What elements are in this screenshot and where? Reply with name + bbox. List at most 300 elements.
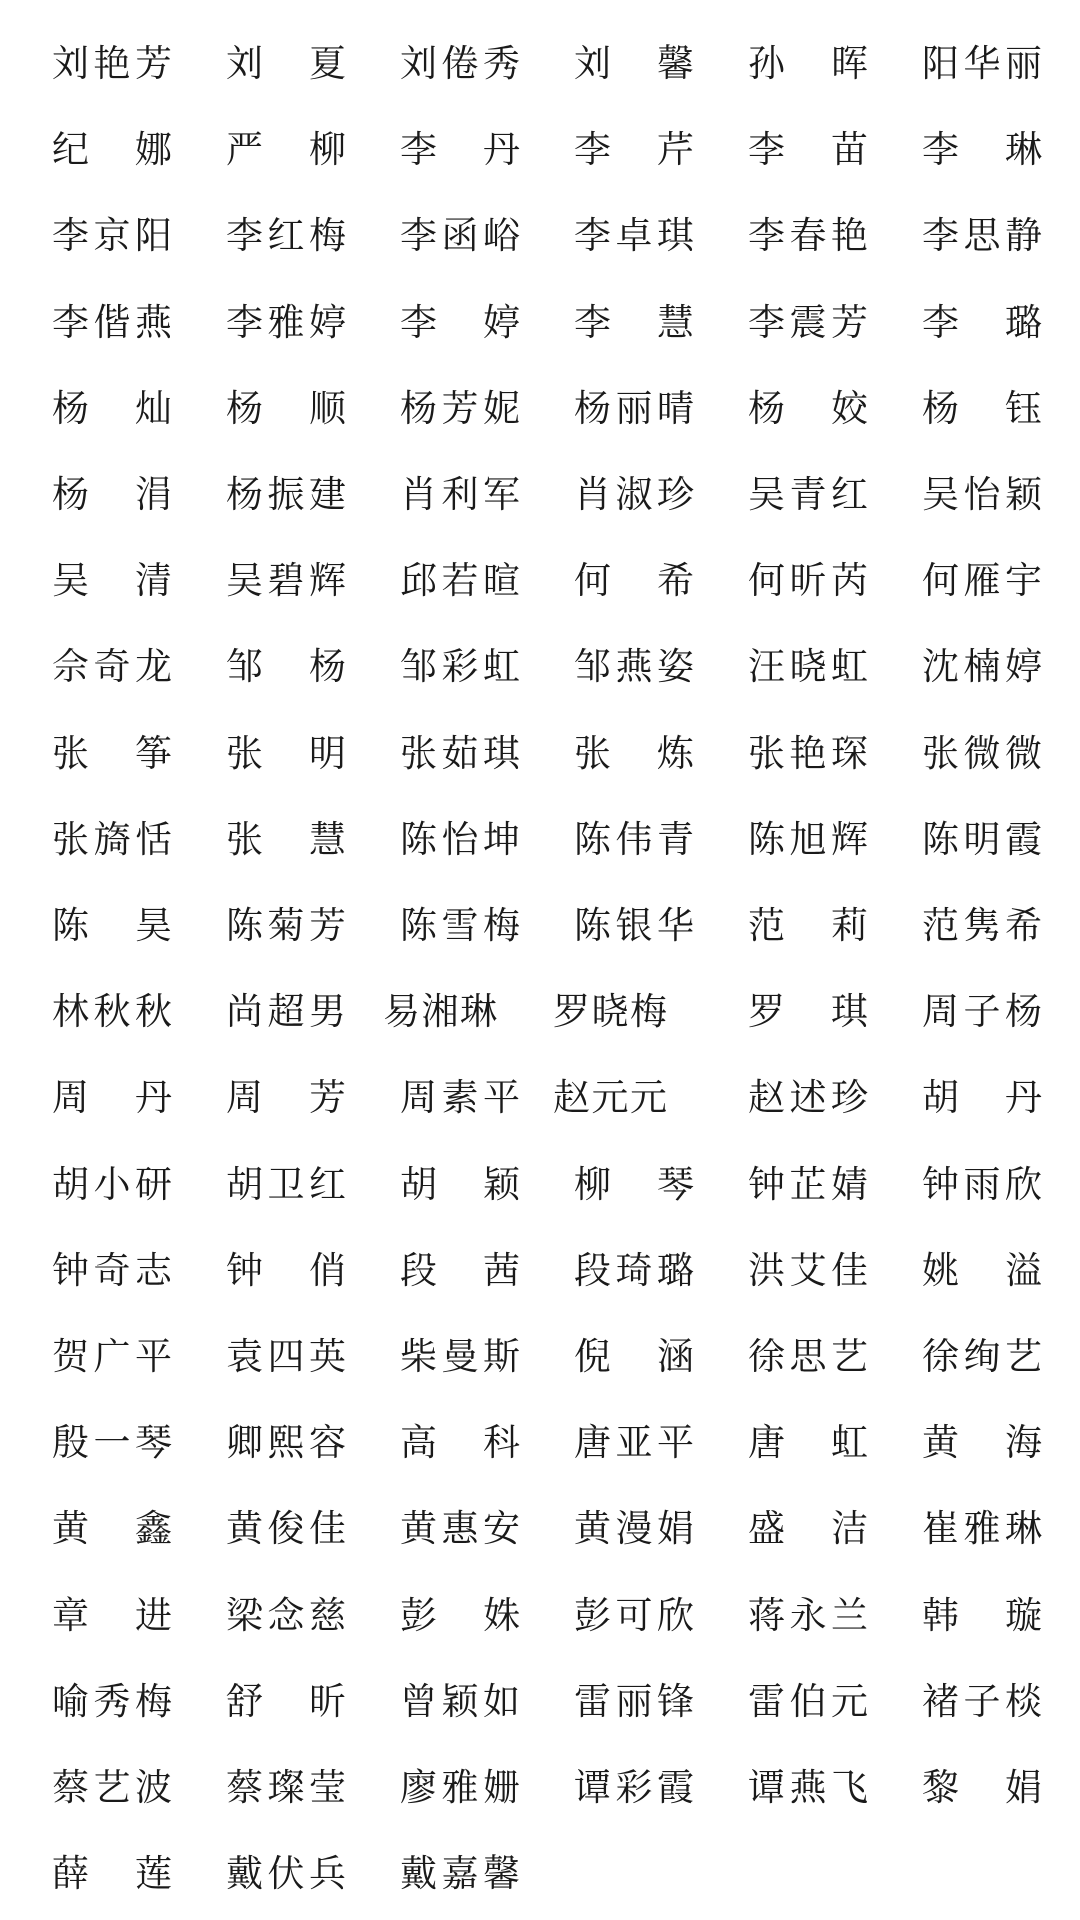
- name-character: 胡: [400, 1162, 437, 1206]
- name-entry: [574, 206, 694, 266]
- name-character: 吴: [748, 473, 785, 516]
- name-entry: [574, 1241, 694, 1301]
- name-character: 艺: [831, 1335, 868, 1378]
- name-entry: [226, 1241, 346, 1301]
- name-row: [0, 1068, 1080, 1128]
- name-character: 秋: [135, 990, 172, 1034]
- name-entry: [574, 551, 694, 611]
- name-character: 李: [52, 300, 89, 344]
- name-character: 湘: [421, 990, 459, 1034]
- name-character: 李: [400, 300, 437, 344]
- name-character: 陈: [400, 817, 437, 861]
- name-entry: [748, 120, 868, 180]
- name-character: 颖: [483, 1162, 520, 1206]
- name-character: 昕: [309, 1679, 346, 1723]
- name-character: 明: [963, 817, 1001, 861]
- name-character: 璐: [657, 1248, 694, 1292]
- name-character: 馨: [483, 1852, 520, 1896]
- name-character: 恬: [135, 817, 172, 861]
- name-character: 伟: [615, 817, 653, 861]
- name-character: 思: [789, 1335, 827, 1378]
- name-entry: [922, 1413, 1042, 1473]
- name-character: 茜: [483, 1248, 520, 1292]
- name-character: 芮: [831, 559, 868, 603]
- name-character: 李: [748, 214, 785, 258]
- name-character: 彭: [574, 1593, 611, 1637]
- name-row: [0, 982, 1080, 1042]
- name-row: [0, 293, 1080, 353]
- name-entry: [400, 1413, 520, 1473]
- name-character: 小: [93, 1162, 131, 1206]
- name-row: [0, 1327, 1080, 1387]
- name-character: 胡: [922, 1076, 959, 1120]
- name-character: 卫: [267, 1162, 305, 1206]
- name-character: 志: [135, 1248, 172, 1292]
- name-character: 吴: [226, 559, 263, 603]
- name-entry: [226, 724, 346, 784]
- name-character: 艳: [831, 214, 868, 258]
- name-row: [0, 34, 1080, 94]
- name-entry: [922, 1499, 1042, 1559]
- name-character: 霞: [657, 1766, 694, 1809]
- name-entry: [922, 120, 1042, 180]
- name-entry: [400, 1758, 520, 1818]
- name-character: 思: [963, 214, 1001, 258]
- name-character: 李: [748, 128, 785, 172]
- name-character: 范: [922, 904, 959, 947]
- name-entry: [922, 982, 1042, 1042]
- name-character: 褚: [922, 1679, 959, 1723]
- name-character: 艾: [789, 1248, 827, 1292]
- name-character: 芷: [789, 1162, 827, 1206]
- name-character: 钟: [52, 1248, 89, 1292]
- name-character: 卿: [226, 1421, 263, 1465]
- name-entry: [52, 1758, 172, 1818]
- name-character: 菊: [267, 904, 305, 947]
- name-entry: [226, 637, 346, 697]
- name-entry: [574, 1758, 694, 1818]
- name-character: 筝: [135, 731, 172, 775]
- name-character: 子: [963, 990, 1001, 1034]
- name-character: 俏: [309, 1248, 346, 1292]
- name-entry: [52, 637, 172, 697]
- name-character: 振: [267, 473, 305, 516]
- name-character: 如: [483, 1679, 520, 1723]
- name-character: 红: [309, 1162, 346, 1206]
- name-character: 徐: [922, 1335, 959, 1378]
- name-character: 怡: [963, 473, 1001, 516]
- name-character: 亚: [615, 1421, 653, 1465]
- name-character: 薛: [52, 1852, 89, 1896]
- name-character: 何: [574, 559, 611, 603]
- name-character: 颖: [441, 1679, 479, 1723]
- name-entry: [922, 1672, 1042, 1732]
- name-character: 银: [615, 904, 653, 947]
- name-character: 刘: [574, 42, 611, 85]
- name-entry: [226, 293, 346, 353]
- name-character: 炼: [657, 731, 694, 775]
- name-character: 微: [963, 731, 1001, 775]
- name-character: 震: [789, 300, 827, 344]
- name-character: 陈: [400, 904, 437, 947]
- name-character: 茹: [441, 731, 479, 775]
- name-entry: [748, 379, 868, 439]
- name-entry: [922, 1155, 1042, 1215]
- name-character: 虹: [483, 645, 520, 689]
- name-entry: [922, 379, 1042, 439]
- name-character: 杨: [226, 386, 263, 430]
- name-character: 雨: [963, 1162, 1001, 1206]
- name-character: 丽: [615, 1679, 653, 1723]
- name-entry: [748, 1327, 868, 1387]
- name-entry: [574, 293, 694, 353]
- name-entry: [922, 34, 1042, 94]
- name-character: 戴: [400, 1852, 437, 1896]
- name-row: [0, 1241, 1080, 1301]
- name-character: 超: [267, 990, 305, 1034]
- name-entry: [922, 637, 1042, 697]
- name-row: [0, 465, 1080, 525]
- name-character: 安: [483, 1507, 520, 1551]
- name-character: 蒋: [748, 1593, 785, 1637]
- name-character: 卓: [615, 214, 653, 258]
- name-character: 芳: [309, 1076, 346, 1120]
- name-character: 利: [441, 473, 479, 516]
- name-row: [0, 379, 1080, 439]
- name-character: 陈: [52, 904, 89, 947]
- name-character: 刘: [226, 42, 263, 85]
- name-character: 张: [400, 731, 437, 775]
- name-entry: [52, 465, 172, 525]
- name-character: 棪: [1005, 1679, 1042, 1723]
- name-entry: [52, 982, 172, 1042]
- name-character: 邹: [574, 645, 611, 689]
- name-entry: [52, 551, 172, 611]
- name-character: 胡: [226, 1162, 263, 1206]
- name-entry: [383, 982, 497, 1042]
- name-character: 黄: [922, 1421, 959, 1465]
- name-entry: [226, 896, 346, 956]
- name-character: 阳: [922, 42, 959, 85]
- name-character: 李: [922, 300, 959, 344]
- name-entry: [574, 34, 694, 94]
- name-character: 旖: [93, 817, 131, 861]
- name-character: 彩: [441, 645, 479, 689]
- name-character: 赵: [748, 1076, 785, 1120]
- name-character: 灿: [135, 386, 172, 430]
- name-character: 虹: [831, 1421, 868, 1465]
- name-character: 娟: [657, 1507, 694, 1551]
- name-character: 馨: [657, 42, 694, 85]
- name-character: 唐: [574, 1421, 611, 1465]
- name-character: 元: [630, 1076, 667, 1120]
- name-entry: [748, 637, 868, 697]
- name-character: 张: [922, 731, 959, 775]
- name-character: 燕: [135, 300, 172, 344]
- name-character: 珍: [831, 1076, 868, 1120]
- name-entry: [748, 1499, 868, 1559]
- name-character: 袁: [226, 1335, 263, 1378]
- name-character: 静: [1005, 214, 1042, 258]
- name-character: 胡: [52, 1162, 89, 1206]
- name-character: 龙: [135, 645, 172, 689]
- name-character: 罗: [748, 990, 785, 1034]
- name-character: 研: [135, 1162, 172, 1206]
- name-entry: [748, 1413, 868, 1473]
- name-character: 科: [483, 1421, 520, 1465]
- name-character: 晓: [789, 645, 827, 689]
- name-entry: [400, 1241, 520, 1301]
- name-character: 廖: [400, 1766, 437, 1809]
- name-character: 姿: [657, 645, 694, 689]
- name-character: 容: [309, 1421, 346, 1465]
- name-character: 杨: [748, 386, 785, 430]
- name-row: [0, 551, 1080, 611]
- name-character: 丽: [1005, 42, 1042, 85]
- name-entry: [400, 810, 520, 870]
- name-character: 希: [657, 559, 694, 603]
- name-entry: [400, 637, 520, 697]
- name-character: 海: [1005, 1421, 1042, 1465]
- name-character: 隽: [963, 904, 1001, 947]
- name-character: 丽: [615, 386, 653, 430]
- name-row: [0, 1758, 1080, 1818]
- name-character: 琪: [831, 990, 868, 1034]
- name-entry: [52, 34, 172, 94]
- name-character: 李: [400, 128, 437, 172]
- name-entry: [226, 379, 346, 439]
- name-character: 碧: [267, 559, 305, 603]
- name-entry: [400, 724, 520, 784]
- name-character: 黄: [574, 1507, 611, 1551]
- name-character: 清: [135, 559, 172, 603]
- name-character: 纪: [52, 128, 89, 172]
- name-character: 杨: [309, 645, 346, 689]
- name-character: 奇: [93, 1248, 131, 1292]
- name-character: 孙: [748, 42, 785, 85]
- name-entry: [226, 1413, 346, 1473]
- name-character: 璨: [267, 1766, 305, 1809]
- name-character: 陈: [226, 904, 263, 947]
- name-character: 李: [574, 300, 611, 344]
- name-character: 雁: [963, 559, 1001, 603]
- name-entry: [52, 1844, 172, 1904]
- name-character: 顺: [309, 386, 346, 430]
- name-character: 怡: [441, 817, 479, 861]
- name-row: [0, 724, 1080, 784]
- name-character: 丹: [135, 1076, 172, 1120]
- name-character: 唐: [748, 1421, 785, 1465]
- name-character: 贺: [52, 1335, 89, 1378]
- name-character: 张: [574, 731, 611, 775]
- name-entry: [226, 1068, 346, 1128]
- name-entry: [400, 896, 520, 956]
- name-character: 慈: [309, 1593, 346, 1637]
- name-character: 喻: [52, 1679, 89, 1723]
- name-character: 高: [400, 1421, 437, 1465]
- name-character: 燕: [789, 1766, 827, 1809]
- name-character: 欣: [1005, 1162, 1042, 1206]
- name-entry: [226, 1499, 346, 1559]
- name-character: 涓: [135, 473, 172, 516]
- name-character: 洪: [748, 1248, 785, 1292]
- name-character: 段: [574, 1248, 611, 1292]
- name-character: 峪: [483, 214, 520, 258]
- name-entry: [922, 551, 1042, 611]
- name-character: 鑫: [135, 1507, 172, 1551]
- name-entry: [400, 1499, 520, 1559]
- name-row: [0, 1413, 1080, 1473]
- name-entry: [226, 1844, 346, 1904]
- name-character: 进: [135, 1593, 172, 1637]
- name-character: 若: [441, 559, 479, 603]
- name-entry: [574, 465, 694, 525]
- name-character: 芳: [831, 300, 868, 344]
- name-character: 杨: [52, 473, 89, 516]
- name-character: 肖: [574, 473, 611, 516]
- name-character: 钟: [922, 1162, 959, 1206]
- name-character: 李: [574, 128, 611, 172]
- name-entry: [52, 1155, 172, 1215]
- name-character: 韩: [922, 1593, 959, 1637]
- name-character: 广: [93, 1335, 131, 1378]
- name-character: 梅: [309, 214, 346, 258]
- name-character: 男: [309, 990, 346, 1034]
- name-character: 杨: [922, 386, 959, 430]
- name-entry: [400, 379, 520, 439]
- name-character: 惠: [441, 1507, 479, 1551]
- name-character: 李: [922, 214, 959, 258]
- name-character: 暄: [483, 559, 520, 603]
- name-character: 戴: [226, 1852, 263, 1896]
- name-entry: [226, 1758, 346, 1818]
- name-entry: [52, 1068, 172, 1128]
- name-entry: [574, 724, 694, 784]
- name-character: 红: [831, 473, 868, 516]
- name-entry: [400, 120, 520, 180]
- name-entry: [52, 1672, 172, 1732]
- name-character: 琪: [657, 214, 694, 258]
- name-character: 夏: [309, 42, 346, 85]
- name-character: 艺: [1005, 1335, 1042, 1378]
- name-character: 李: [922, 128, 959, 172]
- name-character: 杨: [574, 386, 611, 430]
- name-character: 雪: [441, 904, 479, 947]
- name-character: 周: [922, 990, 959, 1034]
- name-character: 兰: [831, 1593, 868, 1637]
- name-character: 颖: [1005, 473, 1042, 516]
- name-character: 邱: [400, 559, 437, 603]
- name-character: 欣: [657, 1593, 694, 1637]
- name-character: 永: [789, 1593, 827, 1637]
- name-character: 珍: [657, 473, 694, 516]
- name-character: 琳: [1005, 128, 1042, 172]
- name-entry: [574, 1413, 694, 1473]
- name-character: 苗: [831, 128, 868, 172]
- name-entry: [400, 293, 520, 353]
- name-character: 元: [831, 1679, 868, 1723]
- name-character: 微: [1005, 731, 1042, 775]
- name-character: 锋: [657, 1679, 694, 1723]
- name-entry: [52, 120, 172, 180]
- name-character: 平: [657, 1421, 694, 1465]
- name-character: 沈: [922, 645, 959, 689]
- name-character: 佘: [52, 645, 89, 689]
- name-character: 琳: [1005, 1507, 1042, 1551]
- name-character: 英: [309, 1335, 346, 1378]
- name-character: 璇: [1005, 1593, 1042, 1637]
- name-character: 吴: [52, 559, 89, 603]
- name-entry: [400, 206, 520, 266]
- name-character: 蔡: [52, 1766, 89, 1809]
- name-character: 昊: [135, 904, 172, 947]
- name-character: 函: [441, 214, 479, 258]
- name-character: 可: [615, 1593, 653, 1637]
- name-row: [0, 810, 1080, 870]
- name-character: 丹: [1005, 1076, 1042, 1120]
- name-character: 素: [441, 1076, 479, 1120]
- name-entry: [226, 120, 346, 180]
- name-character: 雅: [963, 1507, 1001, 1551]
- name-entry: [748, 1155, 868, 1215]
- name-character: 柳: [574, 1162, 611, 1206]
- name-entry: [553, 982, 667, 1042]
- name-character: 谭: [748, 1766, 785, 1809]
- name-character: 周: [52, 1076, 89, 1120]
- name-entry: [922, 1327, 1042, 1387]
- name-row: [0, 1586, 1080, 1646]
- name-character: 李: [574, 214, 611, 258]
- name-character: 殷: [52, 1421, 89, 1465]
- name-entry: [400, 34, 520, 94]
- name-entry: [574, 1672, 694, 1732]
- name-entry: [400, 551, 520, 611]
- name-character: 四: [267, 1335, 305, 1378]
- name-character: 春: [789, 214, 827, 258]
- name-entry: [748, 34, 868, 94]
- name-character: 尚: [226, 990, 263, 1034]
- name-entry: [574, 1499, 694, 1559]
- name-character: 平: [483, 1076, 520, 1120]
- name-character: 婷: [483, 300, 520, 344]
- name-character: 秋: [93, 990, 131, 1034]
- name-character: 波: [135, 1766, 172, 1809]
- name-character: 溢: [1005, 1248, 1042, 1292]
- name-character: 肖: [400, 473, 437, 516]
- name-character: 彭: [400, 1593, 437, 1637]
- name-character: 雅: [267, 300, 305, 344]
- name-character: 曾: [400, 1679, 437, 1723]
- name-character: 霞: [1005, 817, 1042, 861]
- name-character: 斯: [483, 1335, 520, 1378]
- name-character: 易: [383, 990, 420, 1034]
- name-character: 罗: [553, 990, 590, 1034]
- name-character: 何: [922, 559, 959, 603]
- name-character: 建: [309, 473, 346, 516]
- name-row: [0, 637, 1080, 697]
- name-character: 钰: [1005, 386, 1042, 430]
- name-character: 陈: [922, 817, 959, 861]
- name-character: 婷: [309, 300, 346, 344]
- name-entry: [52, 724, 172, 784]
- name-character: 秀: [483, 42, 520, 85]
- name-entry: [52, 206, 172, 266]
- name-character: 婷: [1005, 645, 1042, 689]
- name-entry: [748, 465, 868, 525]
- name-character: 兵: [309, 1852, 346, 1896]
- name-character: 汪: [748, 645, 785, 689]
- name-entry: [574, 379, 694, 439]
